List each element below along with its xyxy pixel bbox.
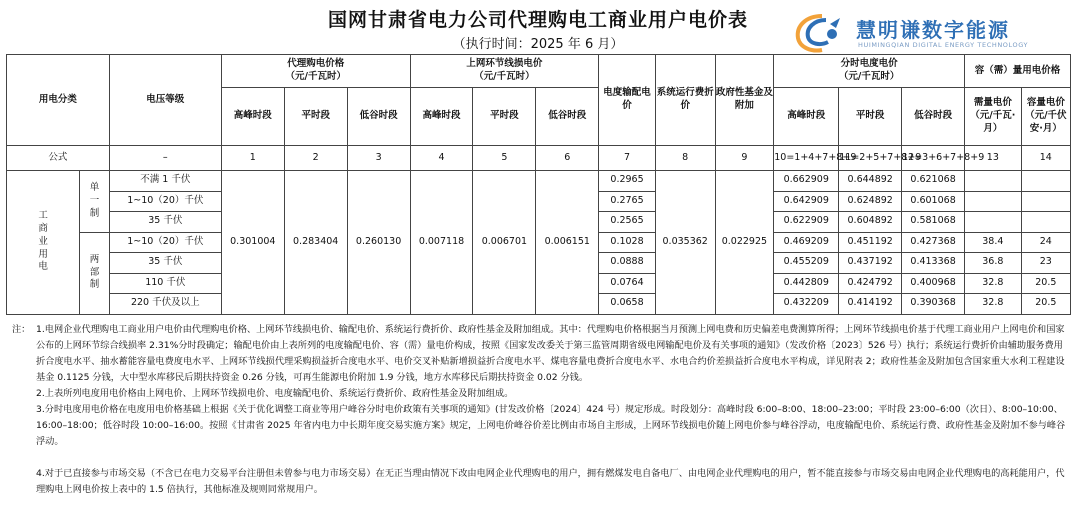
agency-flat-value: 0.283404 — [284, 171, 347, 315]
header-loss-price-unit: （元/千瓦时） — [474, 71, 535, 82]
note-2: 2.上表所列电度用电价格由上网电价、上网环节线损电价、电度输配电价、系统运行费折价、政府性基金及附加组成。 — [36, 388, 514, 399]
system-char: 制 — [89, 207, 100, 219]
gov-fund-value: 0.022925 — [715, 171, 774, 315]
tou-flat-cell: 0.624892 — [839, 191, 902, 212]
transmission-cell: 0.2965 — [599, 171, 656, 192]
tou-peak-cell: 0.442809 — [774, 273, 839, 294]
formula-label: 公式 — [7, 146, 110, 171]
agency-valley-value: 0.260130 — [347, 171, 410, 315]
brand-logo — [792, 12, 1032, 54]
capacity-cell: 24 — [1021, 232, 1070, 253]
formula-cell: 5 — [473, 146, 536, 171]
capacity-cell: 20.5 — [1021, 273, 1070, 294]
transmission-cell: 0.2565 — [599, 212, 656, 233]
system-char: 部 — [89, 266, 100, 278]
demand-cell: 38.4 — [965, 232, 1022, 253]
header-agency-price — [221, 55, 410, 88]
header-loss-price — [410, 55, 599, 88]
capacity-cell — [1021, 171, 1070, 192]
header-agency-flat: 平时段 — [284, 88, 347, 146]
system-char: 两 — [89, 253, 100, 265]
two-part-system-label — [80, 232, 109, 314]
voltage-cell: 35 千伏 — [109, 253, 221, 274]
voltage-cell: 1~10（20）千伏 — [109, 232, 221, 253]
transmission-cell: 0.2765 — [599, 191, 656, 212]
header-agency-price-unit: （元/千瓦时） — [285, 71, 346, 82]
category-char: 业 — [38, 235, 48, 247]
tou-peak-cell: 0.432209 — [774, 294, 839, 315]
tou-valley-cell: 0.400968 — [902, 273, 965, 294]
voltage-cell: 35 千伏 — [109, 212, 221, 233]
tou-flat-cell: 0.414192 — [839, 294, 902, 315]
voltage-cell: 不满 1 千伏 — [109, 171, 221, 192]
formula-cell: 11=2+5+7+8+9 — [839, 146, 902, 171]
header-capacity-price: 容（需）量用电价格 — [965, 55, 1071, 88]
transmission-cell: 0.0888 — [599, 253, 656, 274]
category-main — [7, 171, 80, 315]
demand-cell: 32.8 — [965, 273, 1022, 294]
formula-row — [7, 146, 1071, 171]
voltage-cell: 1~10（20）千伏 — [109, 191, 221, 212]
tou-valley-cell: 0.621068 — [902, 171, 965, 192]
header-tou-peak: 高峰时段 — [774, 88, 839, 146]
capacity-cell — [1021, 191, 1070, 212]
category-char: 商 — [38, 223, 48, 235]
header-agency-peak: 高峰时段 — [221, 88, 284, 146]
brand-name: 慧明谦数字能源 — [856, 18, 1010, 42]
capacity-cell: 23 — [1021, 253, 1070, 274]
system-char: 一 — [89, 194, 100, 206]
system-cost-value: 0.035362 — [655, 171, 715, 315]
demand-cell: 32.8 — [965, 294, 1022, 315]
header-category: 用电分类 — [7, 55, 110, 146]
header-capacity-fee: 容量电价（元/千伏安·月） — [1021, 88, 1070, 146]
formula-cell: 14 — [1021, 146, 1070, 171]
formula-cell: 3 — [347, 146, 410, 171]
tou-flat-cell: 0.451192 — [839, 232, 902, 253]
brand-logo-icon — [792, 12, 848, 54]
header-loss-peak: 高峰时段 — [410, 88, 473, 146]
tou-flat-cell: 0.604892 — [839, 212, 902, 233]
formula-cell: 4 — [410, 146, 473, 171]
capacity-cell: 20.5 — [1021, 294, 1070, 315]
price-table — [6, 54, 1071, 315]
header-loss-valley: 低谷时段 — [536, 88, 599, 146]
table-row — [7, 171, 1071, 192]
voltage-cell: 110 千伏 — [109, 273, 221, 294]
tou-flat-cell: 0.437192 — [839, 253, 902, 274]
agency-peak-value: 0.301004 — [221, 171, 284, 315]
note-4: 4.对于已直接参与市场交易（不含已在电力交易平台注册但未曾参与电力市场交易）在无正当理由情况下改由电网企业代理购电的用户，拥有燃煤发电自备电厂、由电网企业代理购电的用户，暂不能直接参与市场交易由电网企业代理购电的高耗能用户，代理购电上网电价按上表中的 1.5 倍执行，其他标准及规则同常规用户。 — [36, 468, 1065, 495]
header-agency-valley: 低谷时段 — [347, 88, 410, 146]
transmission-cell: 0.0764 — [599, 273, 656, 294]
formula-cell: 1 — [221, 146, 284, 171]
tou-flat-cell: 0.644892 — [839, 171, 902, 192]
brand-subtitle: HUIMINGQIAN DIGITAL ENERGY TECHNOLOGY — [858, 41, 1029, 49]
header-loss-flat: 平时段 — [473, 88, 536, 146]
tou-flat-cell: 0.424792 — [839, 273, 902, 294]
header-agency-price-label: 代理购电价格 — [287, 58, 345, 70]
tou-valley-cell: 0.427368 — [902, 232, 965, 253]
header-gov-fund: 政府性基金及附加 — [715, 55, 774, 146]
single-system-label — [80, 171, 109, 233]
demand-cell — [965, 171, 1022, 192]
formula-dash: – — [109, 146, 221, 171]
tou-peak-cell: 0.662909 — [774, 171, 839, 192]
formula-cell: 7 — [599, 146, 656, 171]
loss-valley-value: 0.006151 — [536, 171, 599, 315]
formula-cell: 12=3+6+7+8+9 — [902, 146, 965, 171]
page-title: 国网甘肃省电力公司代理购电工商业用户电价表 — [327, 9, 748, 31]
category-char: 电 — [38, 261, 48, 273]
formula-cell: 2 — [284, 146, 347, 171]
note-3: 3.分时电度用电价格在电度用电价格基础上根据《关于优化调整工商业等用户峰谷分时电价政策有关事项的通知》(甘发改价格〔2024〕424 号）规定形成。时段划分：高峰时段 6:00–8:00、18:00–23:00；平时段 23:00–6:00（次日）、8:00–10:00、16:00–18:00；低谷时段 10:00–16:00。按照《甘肃省 2025 年省内电力中长期年度交易实施方案》规定，上网电价峰谷价差比例由市场自主形成，上网环节线损电价随上网电价参与峰谷浮动，电度输配电价、系统运行费、政府性基金及附加不参与峰谷浮动。 — [36, 404, 1066, 447]
header-demand-price: 需量电价（元/千瓦·月） — [965, 88, 1022, 146]
header-voltage: 电压等级 — [109, 55, 221, 146]
header-tou-price-label: 分时电度电价 — [840, 58, 898, 70]
tou-peak-cell: 0.642909 — [774, 191, 839, 212]
tou-peak-cell: 0.455209 — [774, 253, 839, 274]
formula-cell: 8 — [655, 146, 715, 171]
tou-valley-cell: 0.413368 — [902, 253, 965, 274]
system-char: 制 — [89, 279, 100, 291]
header-system-cost: 系统运行费折价 — [655, 55, 715, 146]
tou-valley-cell: 0.390368 — [902, 294, 965, 315]
header-loss-price-label: 上网环节线损电价 — [466, 58, 543, 70]
system-char: 单 — [89, 182, 100, 194]
page-subtitle: （执行时间：2025 年 6 月） — [452, 37, 624, 52]
note-1: 1.电网企业代理购电工商业用户电价由代理购电价格、上网环节线损电价、输配电价、系统运行费折价、政府性基金及附加组成。其中：代理购电价格根据当月预测上网电费和历史偏差电费测算所得；上网环节线损电价基于代理工商业用户上网电价和国家公布的上网环节综合线损率 2.31%分时段确定；输配电价由上表所列的电度输配电价、容（需）量电价构成，按照《国家发改委关于第三监管周期省级电网输配电价及有关事项的通知》（发改价格〔2023〕526 号）执行；系统运行费折价由辅助服务费用折合度电水平、抽水蓄能容量电费度电水平、上网环节线损代理采购损益折合度电水平、电价交叉补贴新增损益折合度电水平、煤电容量电费折合度电水平、水电合约价差损益折合度电水平构成，详见附表 2；政府性基金及附加包含国家重大水利工程建设基金 0.1125 分钱，大中型水库移民后期扶持资金 0.26 分钱，可再生能源电价附加 1.9 分钱，地方水库移民后期扶持资金 0.02 分钱。 — [36, 324, 1065, 383]
header-tou-price-unit: （元/千瓦时） — [838, 71, 900, 82]
demand-cell — [965, 191, 1022, 212]
category-char: 用 — [38, 248, 48, 260]
header-transmission: 电度输配电价 — [599, 55, 656, 146]
transmission-cell: 0.0658 — [599, 294, 656, 315]
formula-cell: 10=1+4+7+8+9 — [774, 146, 839, 171]
header-tou-valley: 低谷时段 — [902, 88, 965, 146]
formula-cell: 13 — [965, 146, 1022, 171]
notes-label: 注： — [12, 324, 31, 335]
loss-flat-value: 0.006701 — [473, 171, 536, 315]
demand-cell — [965, 212, 1022, 233]
demand-cell: 36.8 — [965, 253, 1022, 274]
tou-peak-cell: 0.622909 — [774, 212, 839, 233]
header-tou-flat: 平时段 — [839, 88, 902, 146]
tou-valley-cell: 0.601068 — [902, 191, 965, 212]
loss-peak-value: 0.007118 — [410, 171, 473, 315]
category-char: 工 — [38, 210, 48, 222]
tou-peak-cell: 0.469209 — [774, 232, 839, 253]
capacity-cell — [1021, 212, 1070, 233]
formula-cell: 6 — [536, 146, 599, 171]
voltage-cell: 220 千伏及以上 — [109, 294, 221, 315]
tou-valley-cell: 0.581068 — [902, 212, 965, 233]
formula-cell: 9 — [715, 146, 774, 171]
header-tou-price — [774, 55, 965, 88]
transmission-cell: 0.1028 — [599, 232, 656, 253]
notes — [36, 322, 1070, 498]
